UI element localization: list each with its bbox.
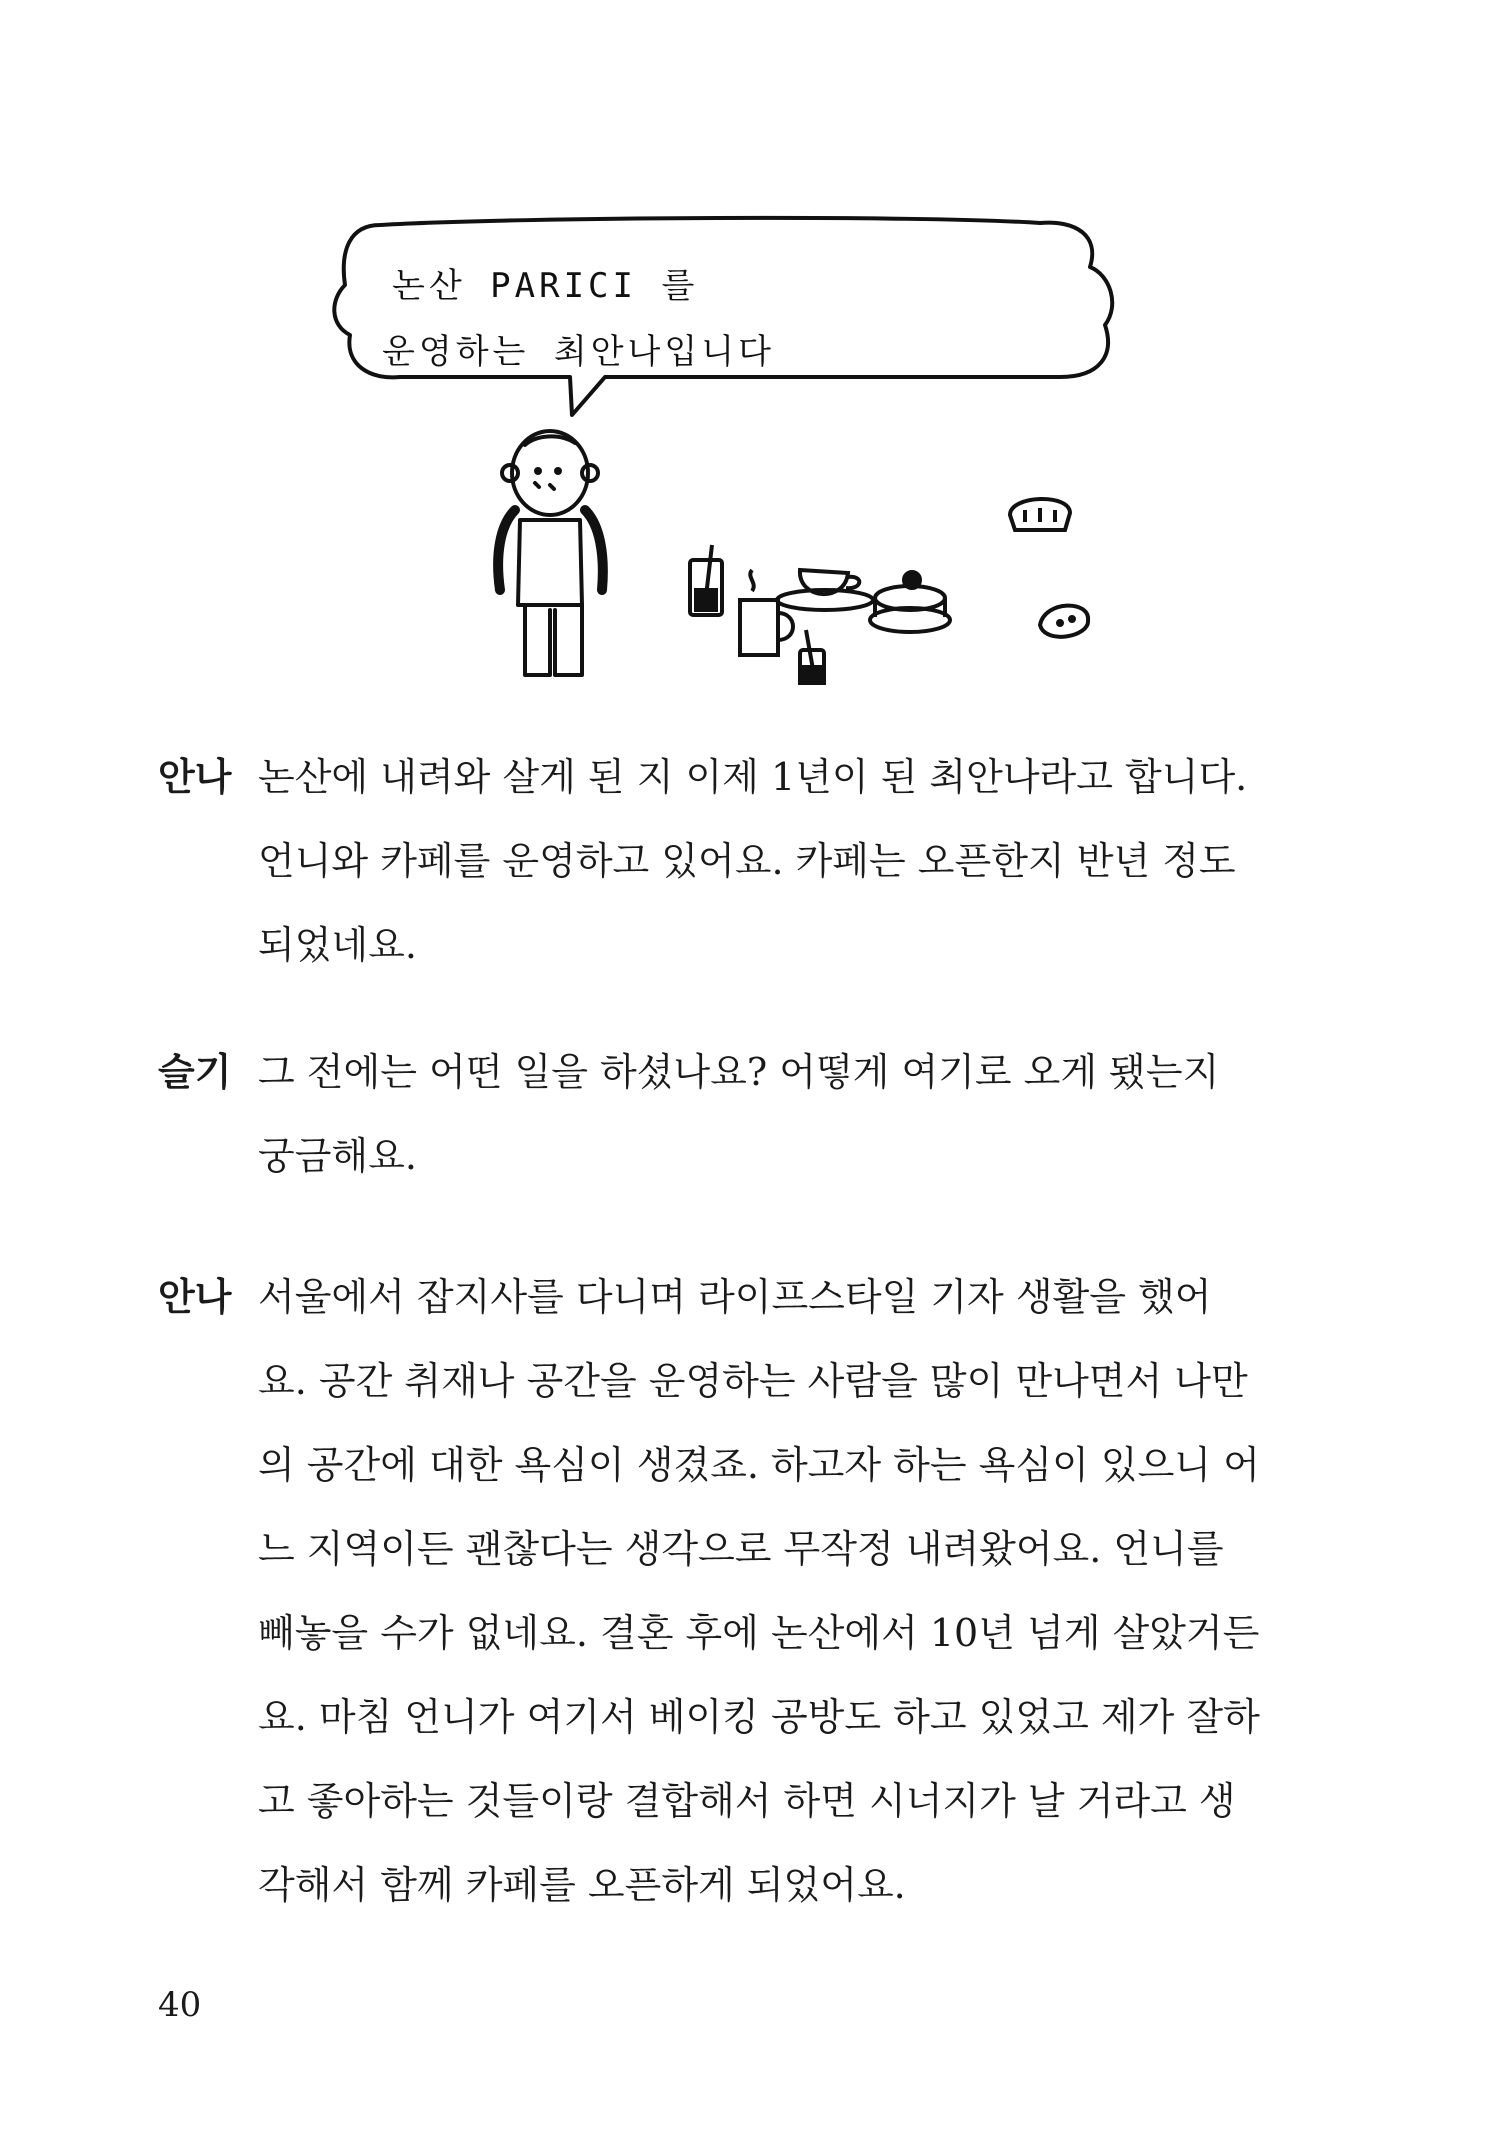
dialogue-line: 고 좋아하는 것들이랑 결합해서 하면 시너지가 날 거라고 생 <box>258 1779 1236 1823</box>
cake-icon <box>870 572 950 632</box>
iced-drink-icon <box>690 545 722 615</box>
page-number: 40 <box>158 1985 202 2025</box>
coffee-cup-icon <box>777 570 873 610</box>
dialogue-line: 서울에서 잡지사를 다니며 라이프스타일 기자 생활을 했어 <box>258 1275 1212 1319</box>
dialogue-line: 궁금해요. <box>258 1134 417 1178</box>
dialogue-line: 빼놓을 수가 없네요. 결혼 후에 논산에서 10년 넘게 살았거든 <box>258 1611 1260 1655</box>
dialogue-line: 요. 공간 취재나 공간을 운영하는 사람을 많이 만나면서 나만 <box>258 1359 1248 1403</box>
speaker-name: 안나 <box>158 1275 232 1319</box>
speaker-name: 안나 <box>158 755 232 799</box>
bubble-line-2: 운영하는 최안나입니다 <box>382 332 775 372</box>
scone-icon <box>1040 606 1088 637</box>
dialogue-line: 논산에 내려와 살게 된 지 이제 1년이 된 최안나라고 합니다. <box>258 755 1248 799</box>
dialogue-line: 요. 마침 언니가 여기서 베이킹 공방도 하고 있었고 제가 잘하 <box>258 1695 1260 1739</box>
dialogue-line: 각해서 함께 카페를 오픈하게 되었어요. <box>258 1863 906 1907</box>
barista-figure <box>498 431 603 675</box>
dialogue-line: 되었네요. <box>258 923 417 967</box>
dialogue-line: 느 지역이든 괜찮다는 생각으로 무작정 내려왔어요. 언니를 <box>258 1527 1224 1571</box>
bubble-line-1: 논산 PARICI 를 <box>392 266 699 306</box>
bread-icon <box>1010 499 1070 530</box>
iced-drink-icon-2 <box>800 630 824 685</box>
speaker-name: 슬기 <box>158 1050 232 1094</box>
dialogue-line: 의 공간에 대한 욕심이 생겼죠. 하고자 하는 욕심이 있으니 어 <box>258 1443 1260 1487</box>
speech-bubble <box>334 218 1112 415</box>
dialogue-line: 그 전에는 어떤 일을 하셨나요? 어떻게 여기로 오게 됐는지 <box>258 1050 1220 1094</box>
dialogue-line: 언니와 카페를 운영하고 있어요. 카페는 오픈한지 반년 정도 <box>258 839 1236 883</box>
mug-icon <box>740 570 793 655</box>
cafe-illustration <box>320 205 1140 685</box>
